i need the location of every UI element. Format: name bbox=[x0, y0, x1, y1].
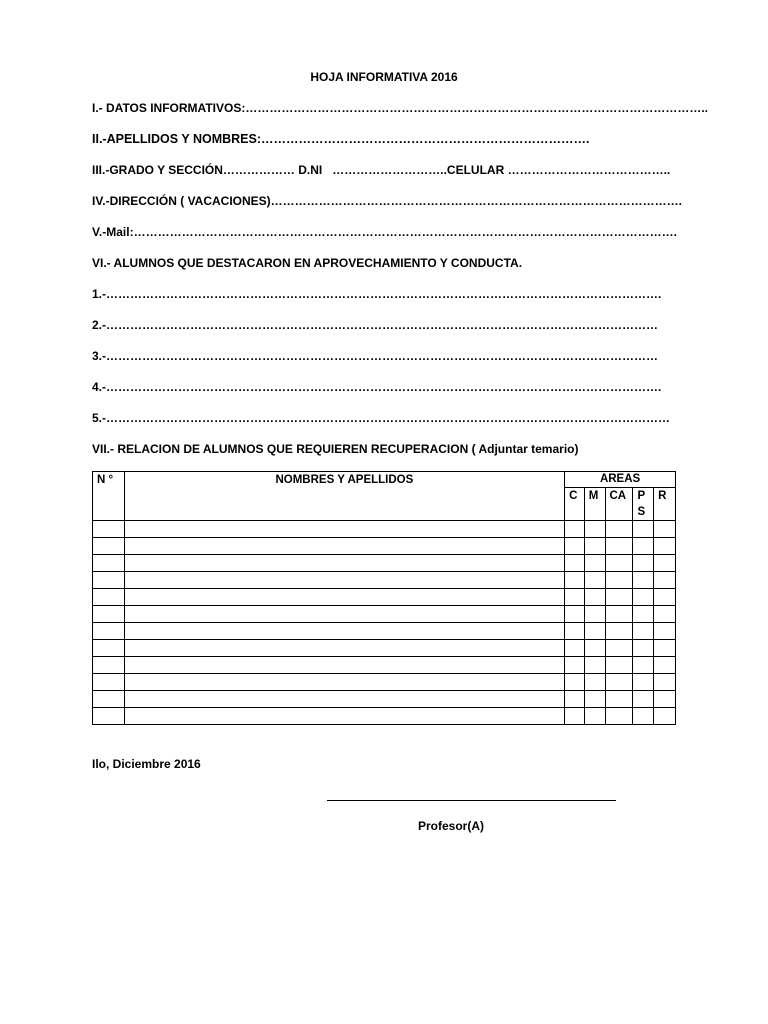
area-header-r: R bbox=[654, 488, 676, 521]
table-cell[interactable] bbox=[654, 708, 676, 725]
table-cell[interactable] bbox=[654, 640, 676, 657]
table-row bbox=[93, 589, 676, 606]
table-row bbox=[93, 538, 676, 555]
table-cell[interactable] bbox=[93, 691, 125, 708]
table-cell[interactable] bbox=[654, 538, 676, 555]
table-cell[interactable] bbox=[93, 708, 125, 725]
list-item: 3.-………………………………………………………………………………………………………………………… bbox=[92, 349, 659, 363]
table-cell[interactable] bbox=[124, 691, 565, 708]
table-row bbox=[93, 572, 676, 589]
table-cell[interactable] bbox=[654, 623, 676, 640]
table-row bbox=[93, 606, 676, 623]
table-cell[interactable] bbox=[124, 674, 565, 691]
table-cell[interactable] bbox=[654, 521, 676, 538]
table-cell[interactable] bbox=[584, 538, 605, 555]
table-row bbox=[93, 521, 676, 538]
recuperacion-heading: VII.- RELACION DE ALUMNOS QUE REQUIEREN RECUPERACION ( Adjuntar temario) bbox=[92, 442, 579, 456]
table-cell[interactable] bbox=[565, 623, 585, 640]
table-cell[interactable] bbox=[654, 657, 676, 674]
table-cell[interactable] bbox=[654, 674, 676, 691]
table-cell[interactable] bbox=[565, 589, 585, 606]
mail-line: V.-Mail:………………………………………………………………………………………………………………………. bbox=[92, 225, 677, 239]
table-cell[interactable] bbox=[605, 555, 633, 572]
table-cell[interactable] bbox=[93, 589, 125, 606]
table-cell[interactable] bbox=[93, 521, 125, 538]
table-cell[interactable] bbox=[124, 572, 565, 589]
area-header-m: M bbox=[584, 488, 605, 521]
table-cell[interactable] bbox=[605, 623, 633, 640]
signature-label: Profesor(A) bbox=[418, 819, 485, 833]
table-row bbox=[93, 691, 676, 708]
table-cell[interactable] bbox=[633, 640, 654, 657]
table-cell[interactable] bbox=[605, 589, 633, 606]
table-row bbox=[93, 640, 676, 657]
area-header-ca: CA bbox=[605, 488, 633, 521]
table-cell[interactable] bbox=[565, 555, 585, 572]
table-cell[interactable] bbox=[633, 572, 654, 589]
table-cell[interactable] bbox=[584, 589, 605, 606]
table-cell[interactable] bbox=[124, 606, 565, 623]
table-cell[interactable] bbox=[565, 640, 585, 657]
table-cell[interactable] bbox=[584, 572, 605, 589]
table-cell[interactable] bbox=[584, 640, 605, 657]
table-cell[interactable] bbox=[124, 538, 565, 555]
table-cell[interactable] bbox=[93, 640, 125, 657]
table-cell[interactable] bbox=[654, 572, 676, 589]
table-cell[interactable] bbox=[93, 538, 125, 555]
direccion-line: IV.-DIRECCIÓN ( VACACIONES)…………………………………………………………………………………………. bbox=[92, 194, 683, 208]
area-header-c: C bbox=[565, 488, 585, 521]
table-cell[interactable] bbox=[565, 691, 585, 708]
table-cell[interactable] bbox=[124, 657, 565, 674]
table-cell[interactable] bbox=[605, 640, 633, 657]
table-cell[interactable] bbox=[124, 640, 565, 657]
table-cell[interactable] bbox=[584, 691, 605, 708]
table-cell[interactable] bbox=[654, 589, 676, 606]
table-cell[interactable] bbox=[584, 708, 605, 725]
table-cell[interactable] bbox=[633, 708, 654, 725]
document-title: HOJA INFORMATIVA 2016 bbox=[310, 70, 458, 84]
datos-informativos-line: I.- DATOS INFORMATIVOS:…………………………………………………………………………………………………….. bbox=[92, 101, 708, 115]
table-cell[interactable] bbox=[584, 555, 605, 572]
table-cell[interactable] bbox=[605, 708, 633, 725]
column-header-areas: AREAS bbox=[565, 472, 676, 488]
apellidos-nombres-line: II.-APELLIDOS Y NOMBRES:……………………………………………………………………. bbox=[92, 132, 590, 146]
signature-line bbox=[327, 800, 616, 801]
column-header-name: NOMBRES Y APELLIDOS bbox=[124, 472, 565, 521]
table-cell[interactable] bbox=[605, 674, 633, 691]
table-cell[interactable] bbox=[633, 538, 654, 555]
table-cell[interactable] bbox=[124, 521, 565, 538]
table-cell[interactable] bbox=[565, 538, 585, 555]
footer-date: Ilo, Diciembre 2016 bbox=[92, 757, 201, 771]
table-cell[interactable] bbox=[565, 606, 585, 623]
table-cell[interactable] bbox=[633, 521, 654, 538]
table-cell[interactable] bbox=[124, 589, 565, 606]
recuperacion-table bbox=[92, 471, 676, 725]
list-item: 1.-…………………………………………………………………………………………………………………………. bbox=[92, 287, 662, 301]
table-cell[interactable] bbox=[605, 606, 633, 623]
table-cell[interactable] bbox=[605, 521, 633, 538]
table-cell[interactable] bbox=[124, 623, 565, 640]
table-cell[interactable] bbox=[93, 674, 125, 691]
table-cell[interactable] bbox=[633, 674, 654, 691]
table-cell[interactable] bbox=[93, 657, 125, 674]
list-item: 2.-………………………………………………………………………………………………………………………… bbox=[92, 318, 659, 332]
table-row bbox=[93, 555, 676, 572]
table-row bbox=[93, 623, 676, 640]
table-cell[interactable] bbox=[93, 623, 125, 640]
table-cell[interactable] bbox=[584, 606, 605, 623]
table-cell[interactable] bbox=[605, 691, 633, 708]
table-cell[interactable] bbox=[124, 708, 565, 725]
table-cell[interactable] bbox=[605, 572, 633, 589]
table-row bbox=[93, 674, 676, 691]
table-cell[interactable] bbox=[584, 623, 605, 640]
table-cell[interactable] bbox=[565, 674, 585, 691]
column-header-number bbox=[93, 472, 125, 521]
table-cell[interactable] bbox=[124, 555, 565, 572]
table-cell[interactable] bbox=[93, 572, 125, 589]
alumnos-destacados-heading: VI.- ALUMNOS QUE DESTACARON EN APROVECHAMIENTO Y CONDUCTA. bbox=[92, 256, 523, 270]
table-cell[interactable] bbox=[565, 521, 585, 538]
table-cell[interactable] bbox=[605, 538, 633, 555]
table-cell[interactable] bbox=[93, 555, 125, 572]
table-cell[interactable] bbox=[565, 657, 585, 674]
table-cell[interactable] bbox=[633, 555, 654, 572]
column-header-number-label: N ° bbox=[97, 474, 114, 486]
table-row bbox=[93, 708, 676, 725]
table-cell[interactable] bbox=[565, 572, 585, 589]
table-cell[interactable] bbox=[633, 691, 654, 708]
table-row bbox=[93, 657, 676, 674]
table-cell[interactable] bbox=[565, 708, 585, 725]
list-item: 4.-…………………………………………………………………………………………………………………………. bbox=[92, 380, 662, 394]
grado-seccion-line: III.-GRADO Y SECCIÓN……………… D.NI ………………………..CELULAR ………………………………….. bbox=[92, 163, 671, 177]
table-cell[interactable] bbox=[584, 521, 605, 538]
table-body bbox=[93, 521, 676, 725]
table-cell[interactable] bbox=[654, 606, 676, 623]
area-header-ps: P S bbox=[633, 488, 654, 521]
table-cell[interactable] bbox=[654, 691, 676, 708]
table-cell[interactable] bbox=[93, 606, 125, 623]
table-cell[interactable] bbox=[633, 657, 654, 674]
table-cell[interactable] bbox=[654, 555, 676, 572]
list-item: 5.-…………………………………………………………………………………………………………………………… bbox=[92, 411, 671, 425]
table-cell[interactable] bbox=[633, 623, 654, 640]
table-cell[interactable] bbox=[605, 657, 633, 674]
table-cell[interactable] bbox=[633, 606, 654, 623]
table-cell[interactable] bbox=[584, 674, 605, 691]
table-cell[interactable] bbox=[633, 589, 654, 606]
table-cell[interactable] bbox=[584, 657, 605, 674]
